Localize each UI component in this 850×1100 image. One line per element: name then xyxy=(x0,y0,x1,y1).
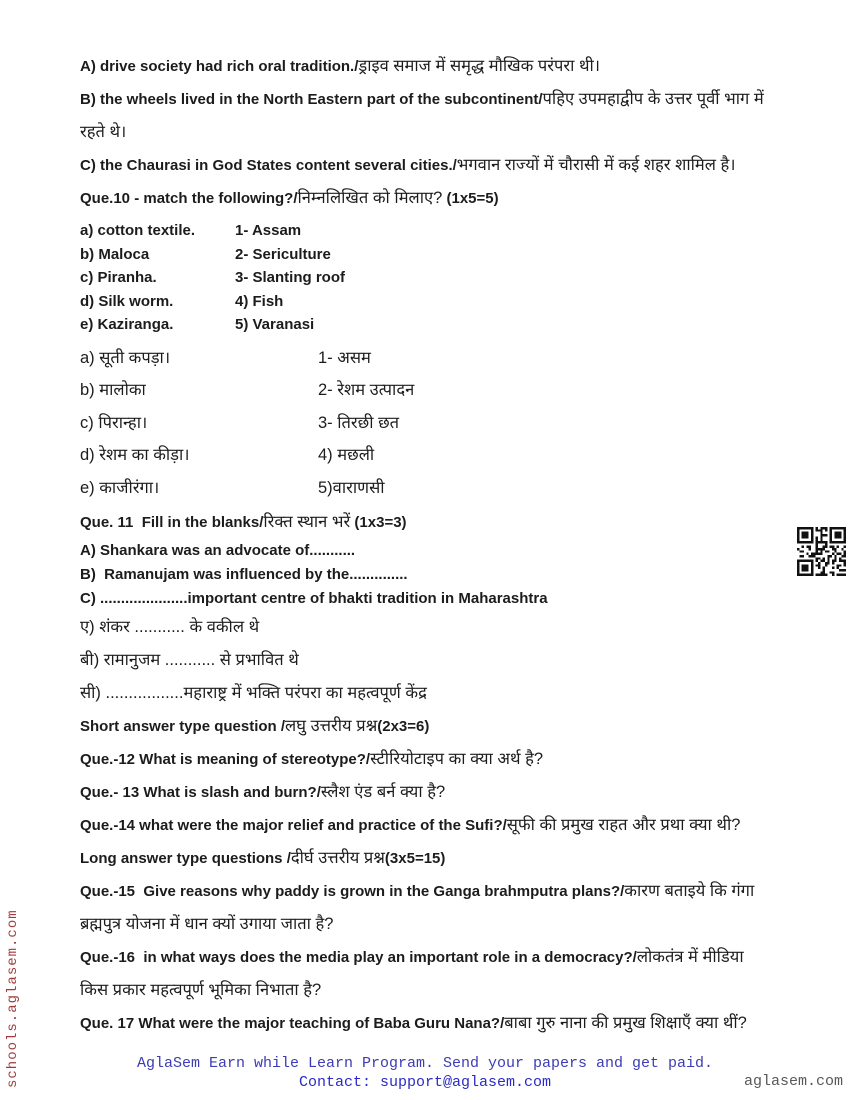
q11-item-b-hindi: बी) रामानुजम ........... से प्रभावित थे xyxy=(80,651,299,669)
match-row xyxy=(80,439,774,472)
match-right: 5) Varanasi xyxy=(235,316,315,333)
match-list-english xyxy=(80,219,774,337)
question-12 xyxy=(80,743,774,776)
match-right: 4) मछली xyxy=(318,446,375,464)
short-heading-marks: (2x3=6) xyxy=(377,718,430,735)
option-c-hi: भगवान राज्यों में चौरासी में कई शहर शामिल है। xyxy=(456,156,736,174)
match-row xyxy=(80,342,774,375)
match-right: 4) Fish xyxy=(235,292,284,310)
q12-en: Que.-12 What is meaning of stereotype?/ xyxy=(80,751,371,768)
match-left: e) Kaziranga. xyxy=(80,316,174,333)
question-15 xyxy=(80,875,774,941)
long-heading-marks: (3x5=15) xyxy=(384,850,446,867)
q11-marks: (1x3=3) xyxy=(350,514,407,531)
q12-hi: स्टीरियोटाइप का क्या अर्थ है? xyxy=(370,750,544,768)
q11-item-a: A) Shankara was an advocate of........... xyxy=(80,542,356,559)
q10-title-hi: निम्नलिखित को मिलाए? xyxy=(297,189,443,207)
footer-contact-link[interactable]: Contact: support@aglasem.com xyxy=(298,1074,552,1091)
question-13 xyxy=(80,776,774,809)
q15-en: Que.-15 Give reasons why paddy is grown in the Ganga brahmputra plans?/ xyxy=(80,883,625,900)
match-list-hindi xyxy=(80,342,774,505)
q14-hi: सूफी की प्रमुख राहत और प्रथा क्या थी? xyxy=(506,816,741,834)
q17-en: Que. 17 What were the major teaching of Baba Guru Nana?/ xyxy=(80,1015,505,1032)
match-row xyxy=(80,407,774,440)
match-row xyxy=(80,374,774,407)
match-row xyxy=(80,290,774,314)
question-11-title xyxy=(80,506,774,539)
q17-hi: बाबा गुरु नाना की प्रमुख शिक्षाएँ क्या थीं? xyxy=(504,1014,747,1032)
question-16 xyxy=(80,941,774,1007)
match-right: 1- असम xyxy=(318,348,371,367)
long-heading-en: Long answer type questions / xyxy=(80,850,291,867)
match-right: 5)वाराणसी xyxy=(318,478,385,497)
q11-title-hi: रिक्त स्थान भरें xyxy=(263,513,351,531)
match-right: 2- रेशम उत्पादन xyxy=(318,381,415,399)
match-left: d) Silk worm. xyxy=(80,292,174,310)
footer-promo-text: AglaSem Earn while Learn Program. Send your papers and get paid. xyxy=(136,1055,714,1072)
match-row xyxy=(80,472,774,505)
option-c xyxy=(80,149,774,182)
watermark-vertical-text: schools.aglasem.com xyxy=(5,909,21,1088)
short-heading-hi: लघु उत्तरीय प्रश्न xyxy=(285,717,378,735)
q16-en: Que.-16 in what ways does the media play an important role in a democracy?/ xyxy=(80,949,637,966)
q16-hi: लोकतंत्र में मीडिया किस प्रकार महत्वपूर्ण भूमिका निभाता है? xyxy=(80,948,749,999)
option-a-en: A) drive society had rich oral tradition./ xyxy=(80,58,359,75)
match-right: 1- Assam xyxy=(235,222,302,239)
q11-item-a-hindi: ए) शंकर ........... के वकील थे xyxy=(80,618,260,636)
q11-item-c-hindi: सी) .................महाराष्ट्र में भक्ति परंपरा का महत्वपूर्ण केंद्र xyxy=(80,684,427,702)
q13-hi: स्लैश एंड बर्न क्या है? xyxy=(320,783,446,801)
short-answer-heading xyxy=(80,710,774,743)
q11-item-b: B) Ramanujam was influenced by the.............. xyxy=(80,566,408,583)
match-left: a) cotton textile. xyxy=(80,222,196,239)
q14-en: Que.-14 what were the major relief and practice of the Sufi?/ xyxy=(80,817,507,834)
question-10-title xyxy=(80,182,774,215)
q10-title-en: Que.10 - match the following?/ xyxy=(80,190,298,207)
match-right: 2- Sericulture xyxy=(235,245,331,263)
short-heading-en: Short answer type question / xyxy=(80,718,286,735)
match-left: b) मालोका xyxy=(80,381,146,399)
long-answer-heading xyxy=(80,842,774,875)
option-b-hi: पहिए उपमहाद्वीप के उत्तर पूर्वी भाग में रहते थे। xyxy=(80,90,769,141)
document-body xyxy=(80,50,774,1040)
match-left: b) Maloca xyxy=(80,245,150,263)
long-heading-hi: दीर्घ उत्तरीय प्रश्न xyxy=(290,849,385,867)
option-a-hi: ड्राइव समाज में समृद्ध मौखिक परंपरा थी। xyxy=(358,57,601,75)
q11-item-c: C) .....................important centre of bhakti tradition in Maharashtra xyxy=(80,590,548,607)
match-right: 3- तिरछी छत xyxy=(318,413,400,432)
option-a xyxy=(80,50,774,83)
match-row xyxy=(80,313,774,337)
option-c-en: C) the Chaurasi in God States content several cities./ xyxy=(80,157,457,174)
match-left: a) सूती कपड़ा। xyxy=(80,348,171,367)
match-right: 3- Slanting roof xyxy=(235,269,345,286)
q11-title-en: Que. 11 Fill in the blanks/ xyxy=(80,514,264,531)
q10-marks: (1x5=5) xyxy=(442,190,499,207)
option-b xyxy=(80,83,774,149)
q15-hi: कारण बताइये कि गंगा ब्रह्मपुत्र योजना में धान क्यों उगाया जाता है? xyxy=(80,882,759,933)
qr-code xyxy=(797,527,846,576)
option-b-en: B) the wheels lived in the North Eastern part of the subcontinent/ xyxy=(80,91,543,108)
match-left: d) रेशम का कीड़ा। xyxy=(80,446,190,464)
footer-site-label: aglasem.com xyxy=(743,1073,843,1090)
q13-en: Que.- 13 What is slash and burn?/ xyxy=(80,784,321,801)
question-17 xyxy=(80,1007,774,1040)
match-row xyxy=(80,266,774,290)
match-row xyxy=(80,243,774,267)
match-left: c) पिरान्हा। xyxy=(80,413,148,432)
match-left: e) काजीरंगा। xyxy=(80,478,160,497)
match-row xyxy=(80,219,774,243)
question-14 xyxy=(80,809,774,842)
match-left: c) Piranha. xyxy=(80,269,157,286)
